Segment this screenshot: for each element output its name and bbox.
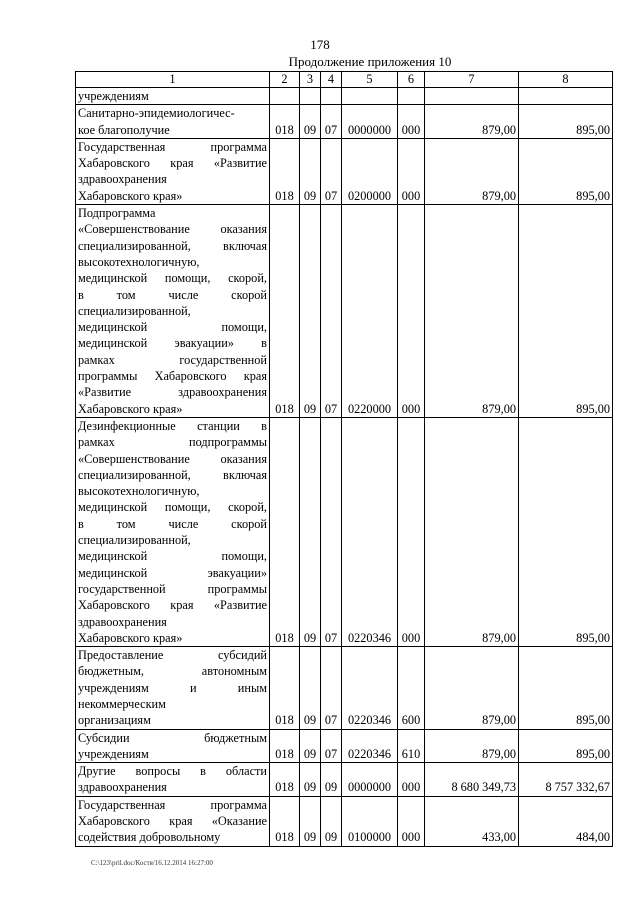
- row-amount-y2015: 433,00: [425, 796, 519, 846]
- row-amount-y2016: 895,00: [519, 205, 613, 418]
- row-name-line: государственной программы: [78, 581, 267, 596]
- row-amount-y2015: 8 680 349,73: [425, 763, 519, 797]
- row-name-line: учреждениям: [78, 746, 149, 761]
- row-subsection-code: 09: [321, 763, 342, 797]
- row-name-line: организациям: [78, 713, 151, 728]
- row-name-line: программы Хабаровского края: [78, 369, 267, 384]
- row-amount-y2015: 879,00: [425, 647, 519, 729]
- row-amount-y2015: 879,00: [425, 205, 519, 418]
- row-name-line: Хабаровского края»: [78, 188, 183, 203]
- row-subsection-code: 07: [321, 105, 342, 139]
- row-name-line: Государственная программа: [78, 139, 267, 154]
- row-ministry-code: 018: [270, 205, 300, 418]
- row-name-line: «Развитие здравоохранения: [78, 385, 267, 400]
- row-name-line: Санитарно-эпидемиологичес-: [78, 106, 235, 121]
- row-amount-y2015: 879,00: [425, 138, 519, 204]
- row-name-cell: [76, 88, 270, 105]
- budget-table: [75, 71, 613, 847]
- row-name-line: медицинской эвакуации»: [78, 565, 267, 580]
- row-amount-y2016: 895,00: [519, 417, 613, 646]
- row-name-line: здравоохранения: [78, 172, 167, 187]
- row-name-line: Дезинфекционные станции в: [78, 418, 267, 433]
- row-name-line: специализированной, включая: [78, 467, 267, 482]
- row-name-line: учреждениям и иным: [78, 680, 267, 695]
- row-section-code: 09: [300, 796, 321, 846]
- row-name-line: специализированной,: [78, 533, 191, 548]
- row-target-code: 0000000: [342, 105, 398, 139]
- table-row: [76, 417, 613, 646]
- row-name-line: специализированной,: [78, 303, 191, 318]
- row-amount-y2015: [425, 88, 519, 105]
- row-amount-y2015: 879,00: [425, 105, 519, 139]
- row-subsection-code: 09: [321, 796, 342, 846]
- row-name-line: рамках подпрограммы: [78, 435, 267, 450]
- table-row: [76, 763, 613, 797]
- row-target-code: 0220000: [342, 205, 398, 418]
- row-ministry-code: 018: [270, 105, 300, 139]
- row-type-code: 000: [398, 205, 425, 418]
- row-name-line: содействия добровольному: [78, 830, 221, 845]
- table-row: [76, 138, 613, 204]
- header-cell: 7: [425, 72, 519, 88]
- row-amount-y2015: 879,00: [425, 417, 519, 646]
- row-amount-y2016: 895,00: [519, 138, 613, 204]
- row-subsection-code: 07: [321, 138, 342, 204]
- table-row: [76, 88, 613, 105]
- header-cell: 2: [270, 72, 300, 88]
- appendix-title: Продолжение приложения 10: [288, 54, 452, 69]
- row-amount-y2016: 895,00: [519, 729, 613, 763]
- row-amount-y2016: [519, 88, 613, 105]
- row-name-line: Другие вопросы в области: [78, 764, 267, 779]
- row-name-line: специализированной, включая: [78, 238, 267, 253]
- row-name-line: учреждениям: [78, 89, 149, 103]
- row-name-cell: [76, 205, 270, 418]
- header-cell: 6: [398, 72, 425, 88]
- row-target-code: 0220346: [342, 729, 398, 763]
- row-name-cell: [76, 763, 270, 797]
- row-name-line: Подпрограмма: [78, 206, 156, 221]
- row-name-line: медицинской помощи,: [78, 549, 267, 564]
- row-name-line: здравоохранения: [78, 780, 167, 795]
- row-target-code: 0200000: [342, 138, 398, 204]
- row-name-line: рамках государственной: [78, 352, 267, 367]
- row-target-code: 0000000: [342, 763, 398, 797]
- row-name-line: Государственная программа: [78, 797, 267, 812]
- row-name-cell: [76, 647, 270, 729]
- table-row: [76, 647, 613, 729]
- row-type-code: 610: [398, 729, 425, 763]
- row-name-line: медицинской эвакуации» в: [78, 336, 267, 351]
- row-type-code: 000: [398, 105, 425, 139]
- row-type-code: 000: [398, 417, 425, 646]
- row-target-code: 0220346: [342, 647, 398, 729]
- row-ministry-code: 018: [270, 647, 300, 729]
- row-name-line: «Совершенствование оказания: [78, 451, 267, 466]
- row-section-code: 09: [300, 417, 321, 646]
- row-ministry-code: 018: [270, 138, 300, 204]
- row-ministry-code: 018: [270, 796, 300, 846]
- table-row: [76, 729, 613, 763]
- row-ministry-code: 018: [270, 729, 300, 763]
- row-name-line: Субсидии бюджетным: [78, 730, 267, 745]
- row-type-code: 600: [398, 647, 425, 729]
- row-name-line: Хабаровского края «Оказание: [78, 814, 267, 829]
- row-name-line: медицинской помощи,: [78, 320, 267, 335]
- row-name-line: Хабаровского края «Развитие: [78, 156, 267, 171]
- header-cell: 4: [321, 72, 342, 88]
- row-name-line: Хабаровского края»: [78, 401, 183, 416]
- page-number: 178: [310, 37, 330, 52]
- row-type-code: 000: [398, 796, 425, 846]
- row-amount-y2016: 895,00: [519, 647, 613, 729]
- row-target-code: [342, 88, 398, 105]
- row-name-line: бюджетным, автономным: [78, 664, 267, 679]
- row-subsection-code: 07: [321, 417, 342, 646]
- row-amount-y2016: 484,00: [519, 796, 613, 846]
- header-cell: 5: [342, 72, 398, 88]
- row-type-code: 000: [398, 763, 425, 797]
- row-name-line: в том числе скорой: [78, 287, 267, 302]
- row-name-line: Хабаровского края»: [78, 630, 183, 645]
- header-row: [76, 72, 613, 88]
- row-name-line: некоммерческим: [78, 696, 166, 711]
- row-name-line: здравоохранения: [78, 614, 167, 629]
- header-cell: 8: [519, 72, 613, 88]
- row-type-code: [398, 88, 425, 105]
- header-cell: 3: [300, 72, 321, 88]
- row-name-cell: [76, 729, 270, 763]
- row-name-line: в том числе скорой: [78, 516, 267, 531]
- file-path-stamp: C:\123\pril.doc/Костя/16.12.2014 16:27:00: [91, 859, 213, 867]
- table-row: [76, 105, 613, 139]
- row-section-code: 09: [300, 729, 321, 763]
- row-type-code: 000: [398, 138, 425, 204]
- row-amount-y2015: 879,00: [425, 729, 519, 763]
- row-amount-y2016: 8 757 332,67: [519, 763, 613, 797]
- row-subsection-code: 07: [321, 729, 342, 763]
- row-subsection-code: 07: [321, 647, 342, 729]
- row-name-line: высокотехнологичную,: [78, 484, 200, 499]
- row-name-line: медицинской помощи, скорой,: [78, 500, 267, 515]
- row-section-code: 09: [300, 205, 321, 418]
- row-subsection-code: [321, 88, 342, 105]
- row-section-code: 09: [300, 763, 321, 797]
- table-row: [76, 205, 613, 418]
- row-name-cell: [76, 417, 270, 646]
- row-section-code: [300, 88, 321, 105]
- row-name-cell: [76, 796, 270, 846]
- row-ministry-code: [270, 88, 300, 105]
- row-name-line: кое благополучие: [78, 122, 170, 137]
- table-body: [76, 88, 613, 847]
- row-name-cell: [76, 105, 270, 139]
- row-name-line: медицинской помощи, скорой,: [78, 271, 267, 286]
- row-name-line: высокотехнологичную,: [78, 254, 200, 269]
- row-section-code: 09: [300, 647, 321, 729]
- header-cell: 1: [76, 72, 270, 88]
- row-section-code: 09: [300, 105, 321, 139]
- row-name-line: Хабаровского края «Развитие: [78, 598, 267, 613]
- table-row: [76, 796, 613, 846]
- row-name-cell: [76, 138, 270, 204]
- row-name-line: «Совершенствование оказания: [78, 222, 267, 237]
- row-target-code: 0100000: [342, 796, 398, 846]
- row-section-code: 09: [300, 138, 321, 204]
- row-subsection-code: 07: [321, 205, 342, 418]
- row-ministry-code: 018: [270, 763, 300, 797]
- row-amount-y2016: 895,00: [519, 105, 613, 139]
- row-target-code: 0220346: [342, 417, 398, 646]
- row-ministry-code: 018: [270, 417, 300, 646]
- row-name-line: Предоставление субсидий: [78, 648, 267, 663]
